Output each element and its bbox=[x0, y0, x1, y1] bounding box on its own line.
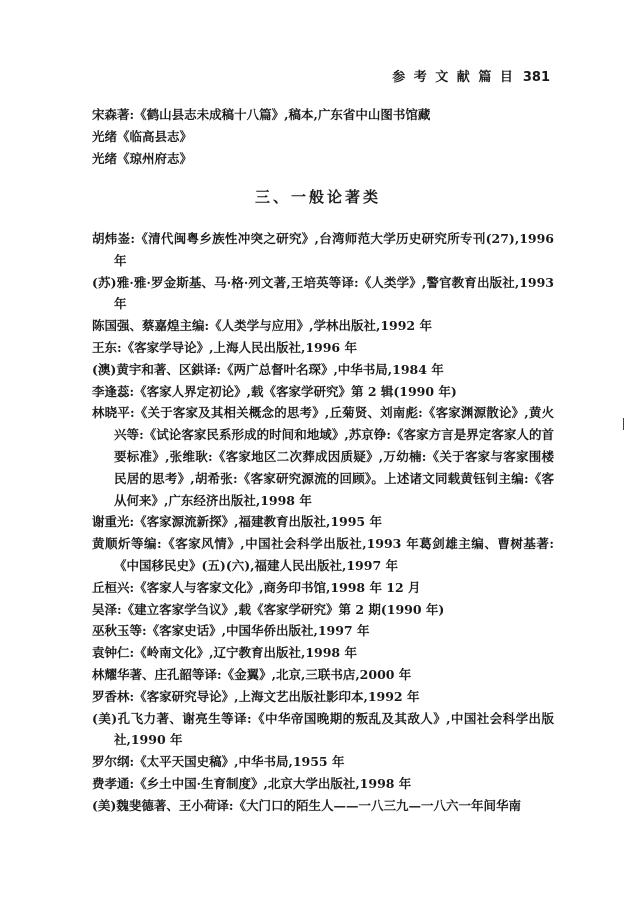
reference-entry: 胡炜崟:《清代闽粤乡族性冲突之研究》,台湾师范大学历史研究所专刊(27),1996 年 bbox=[92, 231, 554, 268]
reference-entry: 黄顺炘等编:《客家风情》,中国社会科学出版社,1993 年葛剑雄主编、曹树基著:《中国移民史》(五)(六),福建人民出版社,1997 年 bbox=[92, 536, 554, 573]
gazetteer-entry: 光绪《琼州府志》 bbox=[92, 150, 193, 166]
gazetteer-entry: 宋森著:《鹤山县志未成稿十八篇》,稿本,广东省中山图书馆藏 bbox=[92, 107, 431, 122]
reference-entry: 陈国强、蔡嘉煌主编:《人类学与应用》,学林出版社,1992 年 bbox=[92, 318, 432, 334]
margin-mark bbox=[623, 418, 624, 430]
reference-entry: 谢重光:《客家源流新探》,福建教育出版社,1995 年 bbox=[92, 514, 382, 530]
reference-entry: 林耀华著、庄孔韶等译:《金翼》,北京,三联书店,2000 年 bbox=[92, 666, 412, 682]
reference-entry: 丘桓兴:《客家人与客家文化》,商务印书馆,1998 年 12 月 bbox=[92, 579, 421, 595]
reference-entry: (美)魏斐德著、王小荷译:《大门口的陌生人——一八三九—一八六一年间华南 bbox=[92, 797, 521, 813]
reference-entry: 李逢蕊:《客家人界定初论》,载《客家学研究》第 2 辑(1990 年) bbox=[92, 383, 457, 399]
reference-list bbox=[92, 228, 554, 817]
reference-entry: (美)孔飞力著、谢亮生等译:《中华帝国晚期的叛乱及其敌人》,中国社会科学出版社,1990 年 bbox=[92, 710, 554, 748]
reference-entry: 巫秋玉等:《客家史话》,中国华侨出版社,1997 年 bbox=[92, 623, 370, 639]
running-header bbox=[392, 66, 550, 85]
reference-entry: 袁钟仁:《岭南文化》,辽宁教育出版社,1998 年 bbox=[92, 645, 357, 661]
reference-entry: (苏)雅·雅·罗金斯基、马·格·列文著,王培英等译:《人类学》,警官教育出版社,1993 年 bbox=[92, 274, 554, 312]
reference-entry: (澳)黄宇和著、区鉷译:《两广总督叶名琛》,中华书局,1984 年 bbox=[92, 361, 444, 377]
reference-entry: 吴泽:《建立客家学刍议》,载《客家学研究》第 2 期(1990 年) bbox=[92, 601, 445, 617]
reference-entry: 罗香林:《客家研究导论》,上海文艺出版社影印本,1992 年 bbox=[92, 688, 420, 704]
section-heading: 三、一般论著类 bbox=[254, 188, 381, 206]
page-number: 381 bbox=[522, 70, 550, 85]
gazetteer-entry: 光绪《临高县志》 bbox=[92, 128, 193, 144]
local-gazetteer-list bbox=[92, 104, 552, 169]
reference-entry: 林晓平:《关于客家及其相关概念的思考》,丘菊贤、刘南彪:《客家渊源散论》,黄火兴等:《试论客家民系形成的时间和地域》,苏京铮:《客家方言是界定客家人的首要标准》,张维耿:《客家地区二次葬成因质疑》,万幼楠:《关于客家与客家围楼民居的思考》,胡希张:《客家研究源流的回顾》。上述诸文同载黄钰钊主编:《客从何来》,广东经济出版社,1998 年 bbox=[92, 405, 554, 508]
reference-entry: 王东:《客家学导论》,上海人民出版社,1996 年 bbox=[92, 339, 357, 355]
header-title: 参 考 文 献 篇 目 bbox=[392, 70, 515, 85]
reference-entry: 罗尔纲:《太平天国史稿》,中华书局,1955 年 bbox=[92, 754, 345, 770]
reference-entry: 费孝通:《乡土中国·生育制度》,北京大学出版社,1998 年 bbox=[92, 775, 412, 791]
